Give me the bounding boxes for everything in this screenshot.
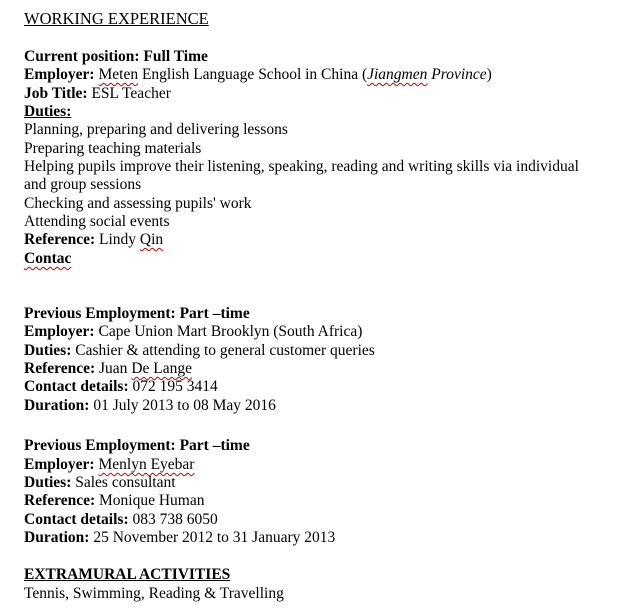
duty-item: and group sessions	[24, 176, 142, 193]
reference-last-name-flagged: Qin	[139, 231, 164, 248]
duties-heading: Duties:	[24, 103, 72, 120]
reference-first-name: Lindy	[95, 231, 140, 248]
contact-label: Contact details:	[24, 511, 129, 528]
extramural-activities-value: Tennis, Swimming, Reading & Travelling	[24, 585, 284, 602]
previous-1-contact-line	[24, 378, 218, 396]
duties-value: Sales consultant	[71, 474, 176, 491]
reference-last-name-flagged: De Lange	[131, 360, 192, 377]
employer-location-flagged: Jiangmen	[367, 66, 428, 83]
duration-value: 01 July 2013 to 08 May 2016	[89, 397, 276, 414]
current-reference-line	[24, 231, 163, 249]
reference-label: Reference:	[24, 360, 96, 377]
contact-label: Contact details:	[24, 378, 129, 395]
current-employer-line	[24, 66, 492, 84]
duties-value: Cashier & attending to general customer queries	[71, 342, 375, 359]
current-position-label: Current position:	[24, 48, 140, 65]
previous-2-duties-line	[24, 474, 176, 492]
employer-label: Employer:	[24, 456, 95, 473]
job-title-line	[24, 85, 171, 103]
employer-value: Cape Union Mart Brooklyn (South Africa)	[94, 323, 363, 340]
current-position-line	[24, 48, 208, 66]
previous-employment-1-heading: Previous Employment: Part –time	[24, 305, 250, 322]
previous-1-reference-line	[24, 360, 192, 378]
previous-2-reference-line	[24, 492, 205, 510]
section-heading-extramural: EXTRAMURAL ACTIVITIES	[24, 566, 231, 583]
contact-label-flagged: Contac	[24, 250, 72, 267]
duration-value: 25 November 2012 to 31 January 2013	[89, 529, 336, 546]
employer-label: Employer:	[24, 323, 95, 340]
section-heading-working-experience: WORKING EXPERIENCE	[24, 9, 209, 28]
duties-label: Duties:	[24, 342, 72, 359]
previous-2-duration-line	[24, 529, 335, 547]
employer-name-rest: English Language School in China (	[138, 66, 368, 83]
duty-item: Helping pupils improve their listening, speaking, reading and writing skills via individual	[24, 158, 579, 175]
duration-label: Duration:	[24, 397, 90, 414]
duty-item: Checking and assessing pupils' work	[24, 195, 252, 212]
previous-2-employer-line	[24, 456, 194, 474]
employer-value-flagged: Menlyn Eyebar	[98, 456, 195, 473]
duty-item: Attending social events	[24, 213, 170, 230]
previous-employment-2-heading: Previous Employment: Part –time	[24, 437, 250, 454]
reference-label: Reference:	[24, 492, 96, 509]
reference-label: Reference:	[24, 231, 96, 248]
previous-2-contact-line	[24, 511, 218, 529]
employer-close-paren: )	[486, 66, 492, 83]
current-position-value: Full Time	[143, 48, 208, 65]
previous-1-employer-line	[24, 323, 362, 341]
employer-label: Employer:	[24, 66, 95, 83]
contact-value: 072 195 3414	[128, 378, 218, 395]
previous-1-duration-line	[24, 397, 276, 415]
employer-location-rest: Province	[427, 66, 487, 83]
contact-value: 083 738 6050	[128, 511, 218, 528]
duty-item: Preparing teaching materials	[24, 140, 202, 157]
reference-value: Monique Human	[95, 492, 205, 509]
job-title-value: ESL Teacher	[87, 85, 171, 102]
duty-item: Planning, preparing and delivering lessons	[24, 121, 288, 138]
employer-name-flagged: Meten	[98, 66, 139, 83]
previous-1-duties-line	[24, 342, 375, 360]
duration-label: Duration:	[24, 529, 90, 546]
duties-label: Duties:	[24, 474, 72, 491]
reference-first-name: Juan	[95, 360, 132, 377]
job-title-label: Job Title:	[24, 85, 88, 102]
